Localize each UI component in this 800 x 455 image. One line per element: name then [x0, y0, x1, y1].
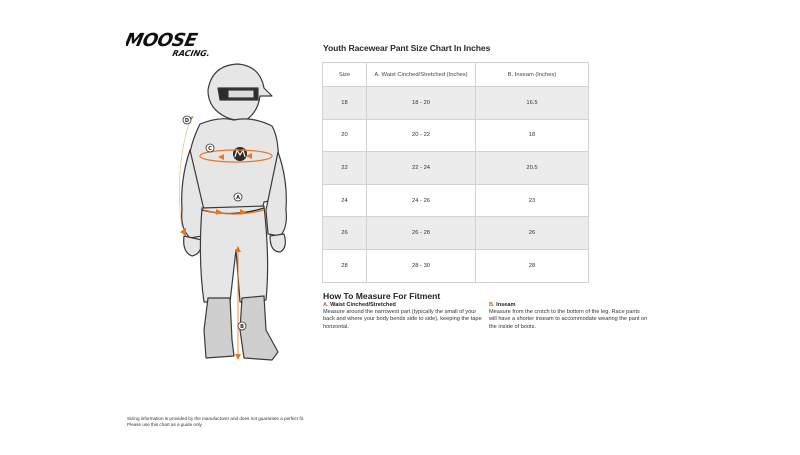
rider-illustration [160, 60, 310, 370]
cell-inseam: 26 [476, 217, 589, 250]
cell-size: 28 [323, 249, 367, 282]
measure-inseam-label: B. Inseam [489, 302, 516, 308]
measure-heading: How To Measure For Fitment [323, 291, 441, 301]
moose-racing-logo [126, 28, 236, 60]
cell-inseam: 28 [476, 249, 589, 282]
table-row [323, 152, 589, 185]
cell-inseam: 23 [476, 184, 589, 217]
disclaimer-line-1: Sizing information is provided by the manufacturer and does not guarantee a perfect fit. [127, 416, 305, 421]
disclaimer [127, 416, 304, 428]
cell-inseam: 20.5 [476, 152, 589, 185]
cell-waist: 22 - 24 [367, 152, 476, 185]
cell-size: 20 [323, 119, 367, 152]
column-header-waist: A. Waist Cinched/Stretched (Inches) [367, 63, 476, 87]
table-row [323, 119, 589, 152]
table-row [323, 217, 589, 250]
marker-d: D [184, 118, 190, 124]
disclaimer-line-2: Please use this chart as a guide only [127, 422, 202, 428]
pants [200, 206, 267, 302]
table-row [323, 184, 589, 217]
cell-size: 26 [323, 217, 367, 250]
measure-waist-label: A. Waist Cinched/Stretched [323, 302, 396, 308]
measure-inseam-text: Measure from the crotch to the bottom of the leg. Race pants will have a shorter inseam to accommodate wearing the pant on the inside of boots. [489, 309, 648, 330]
marker-a: A [236, 195, 240, 201]
chart-title: Youth Racewear Pant Size Chart In Inches [323, 43, 491, 53]
column-header-size: Size [323, 63, 367, 87]
cell-waist: 26 - 28 [367, 217, 476, 250]
table-row [323, 249, 589, 282]
cell-waist: 24 - 26 [367, 184, 476, 217]
cell-size: 18 [323, 87, 367, 120]
brand-sub: RACING. [171, 48, 211, 58]
measure-waist-text: Measure around the narrowest part (typically the small of your back and where your body bends side to side), keeping the tape horizontal. [323, 309, 482, 330]
cell-waist: 28 - 30 [367, 249, 476, 282]
cell-inseam: 18 [476, 119, 589, 152]
table-header-row [323, 63, 589, 87]
measure-waist-block [323, 302, 483, 331]
measure-inseam-block [489, 302, 649, 331]
cell-waist: 20 - 22 [367, 119, 476, 152]
cell-inseam: 16.5 [476, 87, 589, 120]
marker-c: C [208, 146, 212, 152]
marker-b: B [240, 324, 244, 330]
cell-size: 22 [323, 152, 367, 185]
column-header-inseam: B. Inseam (Inches) [476, 63, 589, 87]
table-row [323, 87, 589, 120]
cell-size: 24 [323, 184, 367, 217]
left-boot [204, 298, 234, 358]
size-chart-table [322, 62, 589, 283]
brand-name: MOOSE [126, 30, 199, 51]
cell-waist: 18 - 20 [367, 87, 476, 120]
